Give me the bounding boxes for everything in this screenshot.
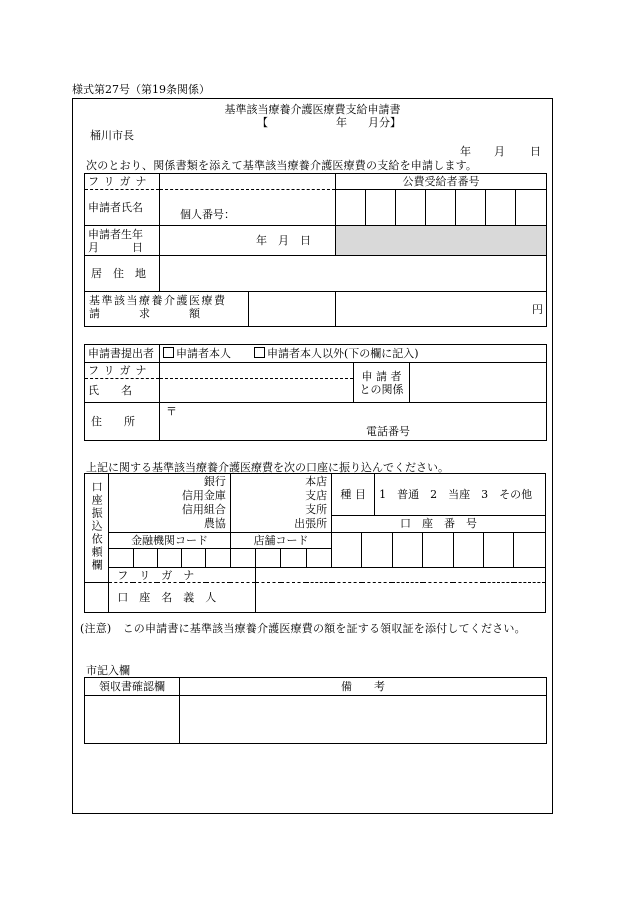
addressee: 桶川市長 <box>90 129 134 142</box>
submitter-furigana-label: フリガナ <box>85 363 160 379</box>
birth-date-field[interactable]: 年 月 日 <box>160 226 336 256</box>
date-day: 日 <box>530 145 541 158</box>
receipt-check-input[interactable] <box>85 696 180 744</box>
recipient-digit-box[interactable] <box>456 190 486 226</box>
applicant-table <box>84 173 547 327</box>
form-title: 基準該当療養介護医療費支給申請書 <box>224 103 401 116</box>
shaded-cell <box>336 226 547 256</box>
account-type-options[interactable]: 1 普通 2 当座 3 その他 <box>379 488 533 501</box>
account-digit-box[interactable] <box>514 533 546 568</box>
institution-code-box[interactable] <box>133 549 157 568</box>
branch-code-box[interactable] <box>256 549 281 568</box>
submitter-label: 申請書提出者 <box>85 345 160 363</box>
account-type-label: 種 目 <box>332 474 375 515</box>
recipient-digit-box[interactable] <box>336 190 366 226</box>
address-input[interactable] <box>160 256 547 292</box>
institution-code-box[interactable] <box>206 549 230 568</box>
branch-code-box[interactable] <box>230 549 255 568</box>
account-digit-box[interactable] <box>423 533 453 568</box>
applicant-name-label: 申請者氏名 <box>85 190 160 226</box>
institution-type: 銀行 信用金庫 信用組合 農協 <box>109 474 231 533</box>
bank-side-label: 口座振込依頼欄 <box>85 474 109 583</box>
account-digit-box[interactable] <box>362 533 392 568</box>
account-digit-box[interactable] <box>332 533 362 568</box>
account-digit-box[interactable] <box>483 533 513 568</box>
branch-code-label: 店舗コード <box>230 533 331 549</box>
relation-label: 申 請 者 との関係 <box>354 363 410 403</box>
holder-furigana-input[interactable] <box>256 568 546 583</box>
birth-date-label: 申請者生年 月 日 <box>85 226 160 256</box>
note-text: (注意) この申請書に基準該当療養介護医療費の額を証する領収証を添付してください。 <box>80 622 526 635</box>
remarks-label: 備 考 <box>180 678 547 696</box>
account-number-label: 口 座 番 号 <box>400 517 478 530</box>
holder-furigana-label: フ リ ガ ナ <box>109 568 256 583</box>
period-year: 年 <box>336 116 347 129</box>
submitter-address-label: 住 所 <box>85 403 160 441</box>
phone-label: 電話番号 <box>366 425 410 438</box>
date-year: 年 <box>460 145 471 158</box>
submitter-name-label: 氏 名 <box>85 379 160 403</box>
institution-code-box[interactable] <box>182 549 206 568</box>
recipient-digit-box[interactable] <box>366 190 396 226</box>
branch-code-box[interactable] <box>281 549 306 568</box>
recipient-digit-box[interactable] <box>486 190 516 226</box>
submitter-table <box>84 344 547 441</box>
furigana-label: フリガナ <box>85 174 160 190</box>
submitter-furigana-input[interactable] <box>160 363 354 379</box>
institution-code-box[interactable] <box>157 549 181 568</box>
recipient-digit-box[interactable] <box>396 190 426 226</box>
account-holder-input[interactable] <box>256 583 546 613</box>
yen-unit: 円 <box>336 292 547 327</box>
relation-input[interactable] <box>410 363 547 403</box>
period-open: 【 <box>257 116 268 129</box>
remarks-input[interactable] <box>180 696 547 744</box>
submitter-name-input[interactable] <box>160 379 354 403</box>
receipt-check-label: 領収書確認欄 <box>85 678 180 696</box>
recipient-digit-box[interactable] <box>516 190 547 226</box>
personal-number-field[interactable] <box>160 190 336 226</box>
recipient-number-label: 公費受給者番号 <box>336 174 547 190</box>
intro-text: 次のとおり、関係書類を添えて基準該当療養介護医療費の支給を申請します。 <box>86 159 478 172</box>
date-month: 月 <box>494 145 505 158</box>
bank-intro: 上記に関する基準該当療養介護医療費を次の口座に振り込んでください。 <box>86 461 449 474</box>
institution-code-label: 金融機関コード <box>109 533 231 549</box>
account-digit-box[interactable] <box>453 533 483 568</box>
claim-amount-label: 基準該当療養介護医療費 請 求 額 <box>85 292 249 326</box>
bank-table <box>84 473 546 613</box>
submitter-address-input[interactable] <box>160 403 547 441</box>
postal-mark: 〒 <box>166 405 177 418</box>
option-other-checkbox[interactable]: 申請者本人以外(下の欄に記入) <box>254 347 419 360</box>
account-digit-box[interactable] <box>392 533 422 568</box>
period-month: 月分】 <box>368 116 401 129</box>
office-use-label: 市記入欄 <box>86 664 130 677</box>
address-label: 居 住 地 <box>85 256 160 292</box>
institution-code-box[interactable] <box>109 549 133 568</box>
furigana-input[interactable] <box>160 174 336 190</box>
form-number: 様式第27号（第19条関係） <box>72 83 210 96</box>
claim-amount-input[interactable] <box>249 292 335 326</box>
branch-type: 本店 支店 支所 出張所 <box>230 474 331 533</box>
recipient-digit-box[interactable] <box>426 190 456 226</box>
option-self-checkbox[interactable]: 申請者本人 <box>163 347 231 360</box>
office-use-table <box>84 677 547 744</box>
branch-code-box[interactable] <box>306 549 331 568</box>
account-holder-label: 口 座 名 義 人 <box>109 583 256 613</box>
personal-number-label: 個人番号： <box>180 208 235 221</box>
